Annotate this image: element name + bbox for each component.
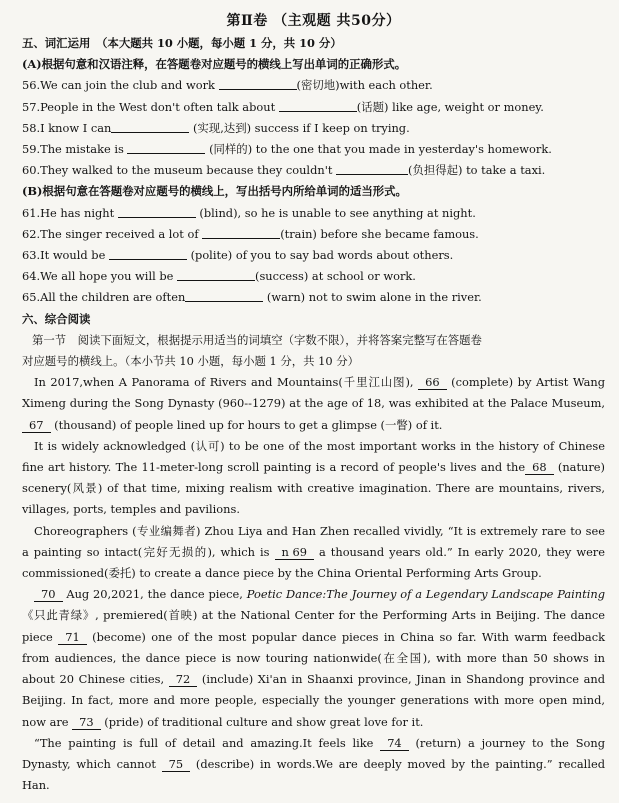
passage-paragraph-2: It is widely acknowledged (认可) to be one of the most important works in the history of Chinese fine art history. The 11-meter-long scroll painting is a record of people's lives and the 68 (nature) scenery(风景) of that time, mixing realism with creative imagination. There are mountains, rivers, villages, ports, temples and pavilions. xyxy=(22,438,605,517)
question-61: 61.He has night (blind), so he is unable to see anything at night. xyxy=(22,205,476,220)
question-65: 65.All the children are often (warn) not to swim alone in the river. xyxy=(22,290,482,305)
question-64: 64.We all hope you will be (success) at school or work. xyxy=(22,269,416,284)
answer-blank-68[interactable]: 68 xyxy=(525,461,554,475)
paper-title: 第Ⅱ卷 （主观题 共50分） xyxy=(226,13,401,29)
partB-instruction: (B)根据句意在答题卷对应题号的横线上，写出括号内所给单词的适当形式。 xyxy=(22,184,407,199)
answer-blank-73[interactable]: 73 xyxy=(72,716,101,730)
answer-blank-62[interactable] xyxy=(202,226,280,239)
section6-instruction-line2: 对应题号的横线上。（本小节共 10 小题，每小题 1 分，共 10 分） xyxy=(22,354,360,369)
passage-paragraph-4: 70 Aug 20,2021, the dance piece, Poetic Dance:The Journey of a Legendary Landscape Painting《只此青绿》, premiered(首映) at the National Center for the Performing Arts in Beijing. The dance piece 71 (become) one of the most popular dance pieces in China so far. With warm feedback from audiences, the dance piece is now touring nationwide(在全国), with more than 50 shows in about 20 Chinese cities, 72 (include) Xi'an in Shaanxi province, Jinan in Shandong province and Beijing. In fact, more and more people, especially the younger generations with more open mind, now are 73 (pride) of traditional culture and show great love for it. xyxy=(22,587,606,729)
question-56: 56.We can join the club and work (密切地)with each other. xyxy=(22,78,433,93)
question-58: 58.I know I can (实现,达到) success if I keep on trying. xyxy=(22,120,410,135)
passage-paragraph-5: “The painting is full of detail and amazing.It feels like 74 (return) a journey to the Song Dynasty, which cannot 75 (describe) in words.We are deeply moved by the painting.” recalled Han. xyxy=(22,735,605,793)
answer-blank-69[interactable]: n 69 xyxy=(275,546,314,560)
answer-blank-59[interactable] xyxy=(127,141,205,154)
answer-blank-66[interactable]: 66 xyxy=(418,376,447,390)
question-60: 60.They walked to the museum because they couldn't (负担得起) to take a taxi. xyxy=(22,163,546,178)
answer-blank-74[interactable]: 74 xyxy=(380,737,409,751)
section6-instruction-line1: 第一节 阅读下面短文，根据提示用适当的词填空（字数不限），并将答案完整写在答题卷 xyxy=(32,332,482,347)
partA-instruction: (A)根据句意和汉语注释，在答题卷对应题号的横线上写出单词的正确形式。 xyxy=(22,57,407,72)
question-62: 62.The singer received a lot of (train) before she became famous. xyxy=(22,226,479,241)
answer-blank-61[interactable] xyxy=(118,205,196,218)
answer-blank-65[interactable] xyxy=(185,289,263,302)
answer-blank-60[interactable] xyxy=(336,162,408,175)
passage-paragraph-1: In 2017,when A Panorama of Rivers and Mountains(千里江山图), 66 (complete) by Artist Wang Ximeng during the Song Dynasty (960--1279) at the age of 18, was exhibited at the Palace Museum, 67 (thousand) of people lined up for hours to get a glimpse (一瞥) of it. xyxy=(22,375,605,432)
answer-blank-72[interactable]: 72 xyxy=(169,673,198,687)
passage-paragraph-3: Choreographers (专业编舞者) Zhou Liya and Han Zhen recalled vividly, “It is extremely rare to see a painting so intact(完好无损的), which is n 69 a thousand years old.” In early 2020, they were commissioned(委托) to create a dance piece by the China Oriental Performing Arts Group. xyxy=(22,523,605,581)
answer-blank-56[interactable] xyxy=(219,77,297,90)
answer-blank-57[interactable] xyxy=(279,99,357,112)
answer-blank-71[interactable]: 71 xyxy=(58,631,87,645)
answer-blank-70[interactable]: 70 xyxy=(34,588,63,602)
answer-blank-75[interactable]: 75 xyxy=(162,758,191,772)
answer-blank-58[interactable] xyxy=(111,120,189,133)
question-63: 63.It would be (polite) of you to say bad words about others. xyxy=(22,248,454,263)
answer-blank-67[interactable]: 67 xyxy=(22,419,51,433)
question-57: 57.People in the West don't often talk about (话题) like age, weight or money. xyxy=(22,99,544,114)
section6-heading: 六、综合阅读 xyxy=(22,311,91,326)
dance-title: Poetic Dance:The Journey of a Legendary Landscape Painting xyxy=(246,587,605,602)
answer-blank-63[interactable] xyxy=(109,247,187,260)
section5-heading: 五、词汇运用 （本大题共 10 小题，每小题 1 分，共 10 分） xyxy=(22,36,342,50)
answer-blank-64[interactable] xyxy=(177,268,255,281)
question-59: 59.The mistake is (同样的) to the one that you made in yesterday's homework. xyxy=(22,142,552,157)
